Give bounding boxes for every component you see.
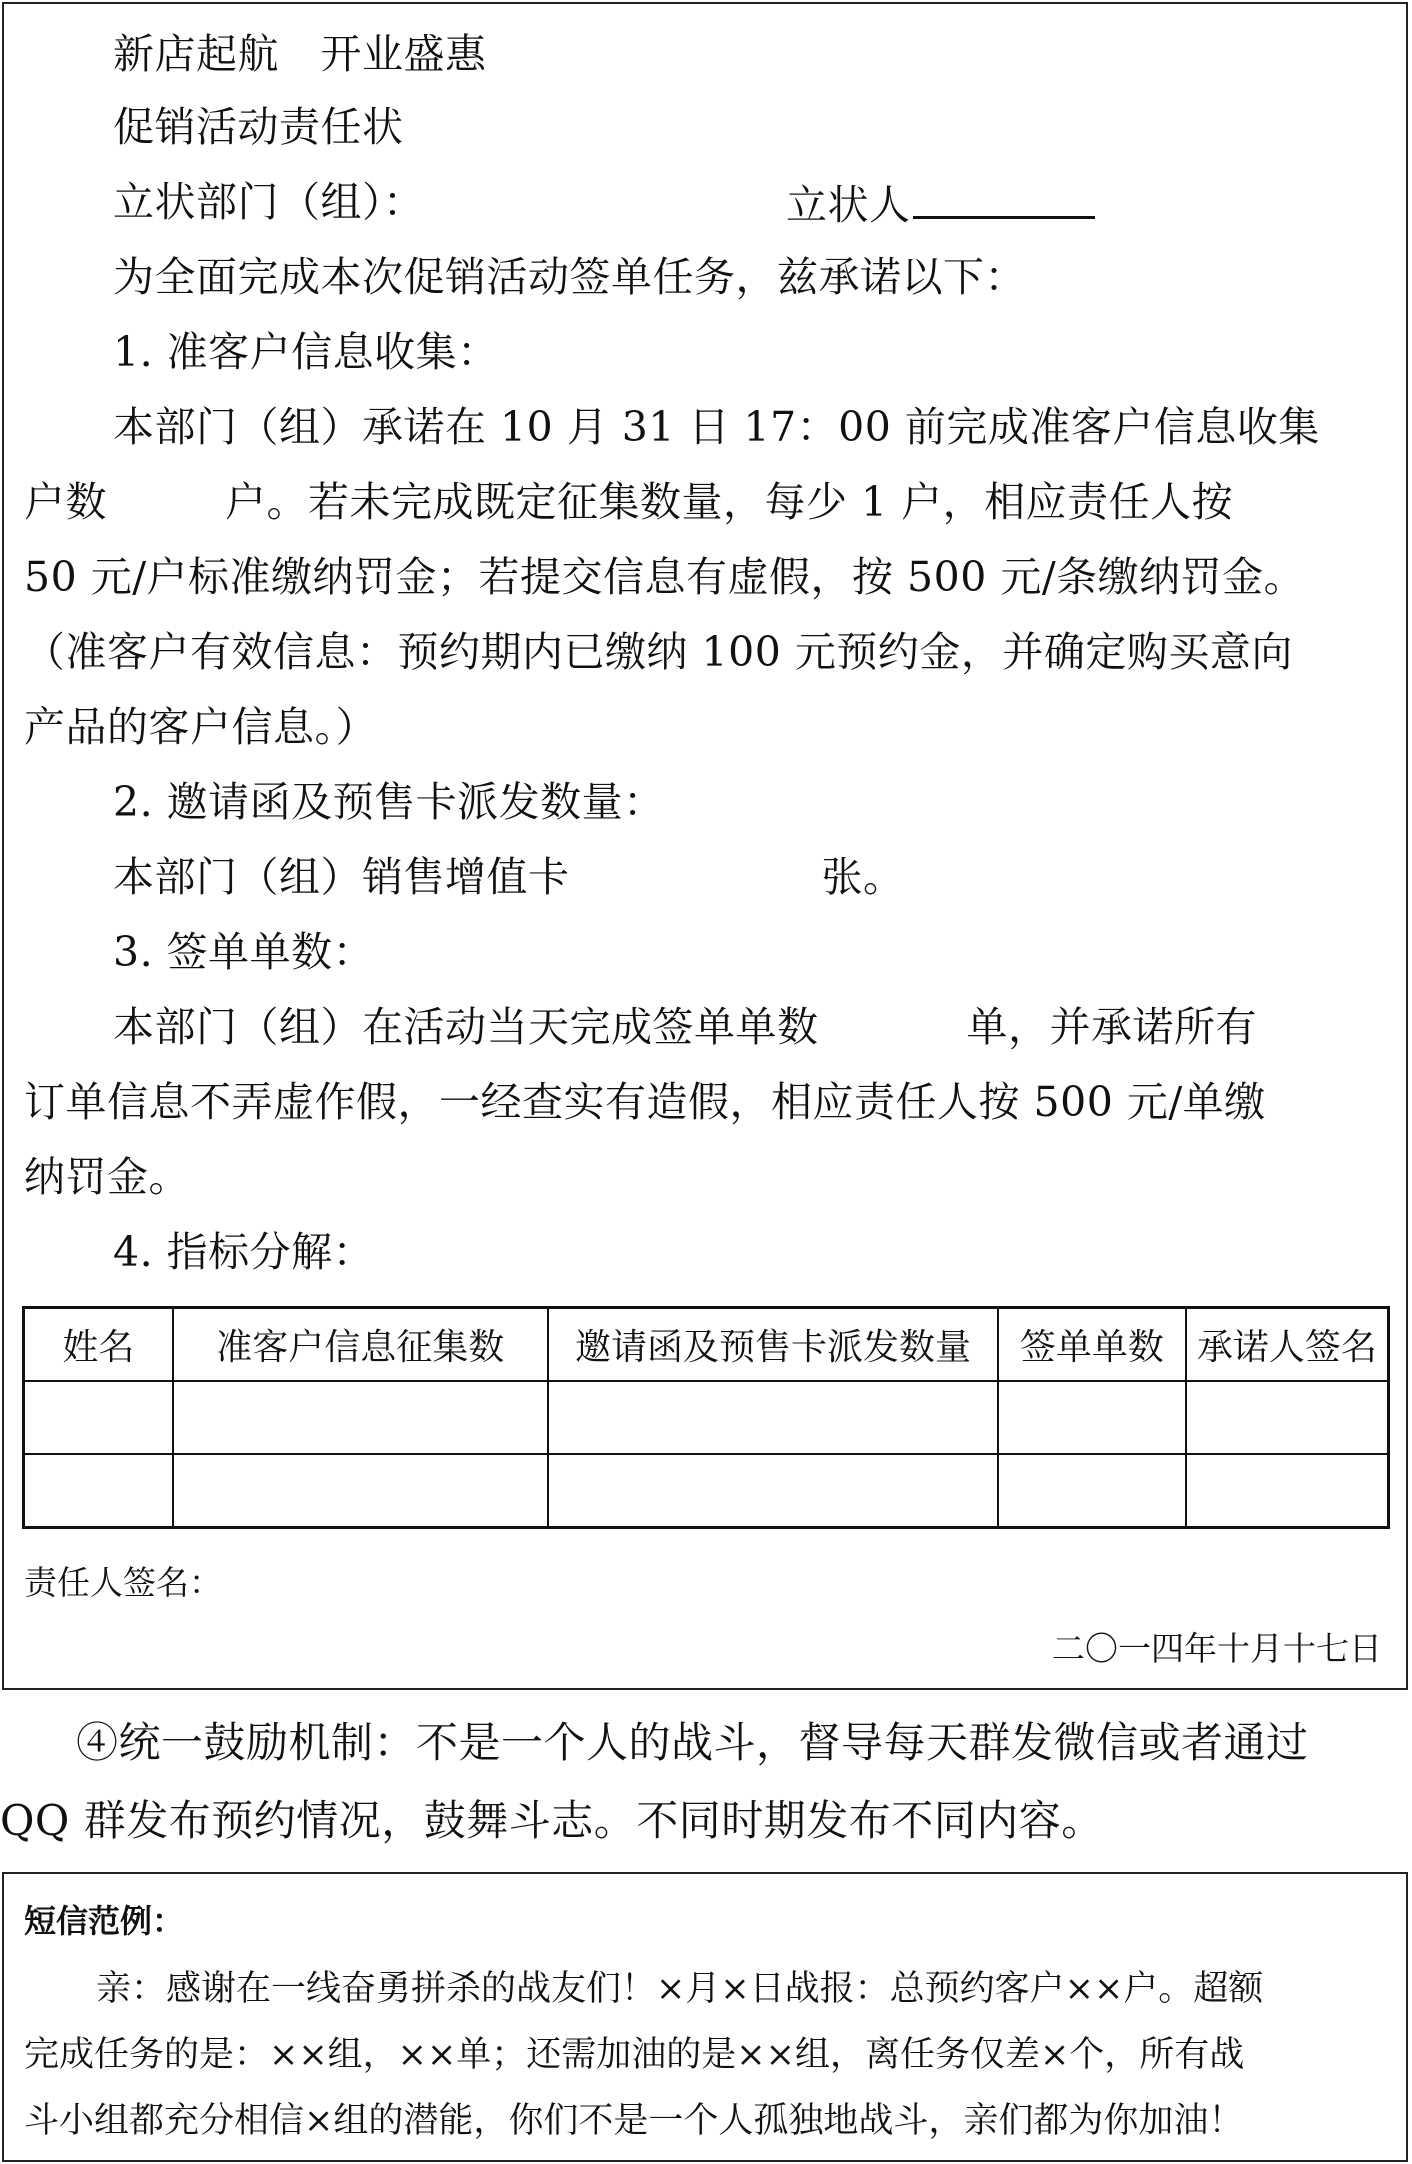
section-1-line-2-a: 户数 xyxy=(24,478,107,526)
section-1-line-5: 产品的客户信息。） xyxy=(24,703,377,751)
section-4-title: 4. 指标分解： xyxy=(113,1228,375,1276)
table-cell xyxy=(998,1381,1186,1454)
indicator-table xyxy=(22,1306,1390,1529)
sms-example-line-1: 亲：感谢在一线奋勇拼杀的战友们！×月×日战报：总预约客户××户。超额 xyxy=(96,1969,1264,2009)
section-3-line-1-b: 单，并承诺所有 xyxy=(966,1003,1257,1051)
header-name: 姓名 xyxy=(24,1308,173,1382)
intro-text: 为全面完成本次促销活动签单任务，兹承诺以下： xyxy=(113,253,1026,301)
section-1-line-2-b: 户。若未完成既定征集数量，每少 1 户，相应责任人按 xyxy=(225,478,1234,526)
sms-example-line-2: 完成任务的是：××组，××单；还需加油的是××组，离任务仅差×个，所有战 xyxy=(24,2035,1245,2075)
header-invitation-count: 邀请函及预售卡派发数量 xyxy=(548,1308,998,1382)
pledger-blank xyxy=(913,182,1095,219)
header-signed-orders: 签单单数 xyxy=(998,1308,1186,1382)
table-cell xyxy=(998,1454,1186,1528)
section-3-line-2: 订单信息不弄虚作假，一经查实有造假，相应责任人按 500 元/单缴 xyxy=(24,1078,1266,1126)
section-2-line-1-a: 本部门（组）销售增值卡 xyxy=(113,853,570,901)
table-cell xyxy=(173,1381,548,1454)
sms-example-title: 短信范例： xyxy=(24,1902,185,1940)
header-prospect-count: 准客户信息征集数 xyxy=(173,1308,548,1382)
heading-opening: 新店起航 开业盛惠 xyxy=(113,30,487,78)
table-cell xyxy=(24,1454,173,1528)
section-3-title: 3. 签单单数： xyxy=(113,928,375,976)
heading-pledge-title: 促销活动责任状 xyxy=(113,103,404,151)
pledger-label: 立状人 xyxy=(786,181,911,229)
sms-example-line-3: 斗小组都充分相信×组的潜能，你们不是一个人孤独地战斗，亲们都为你加油！ xyxy=(24,2101,1244,2141)
table-cell xyxy=(1186,1454,1389,1528)
section-3-line-1 xyxy=(113,1003,1257,1051)
responsible-signature-label: 责任人签名： xyxy=(24,1563,222,1602)
table-cell xyxy=(1186,1381,1389,1454)
header-signature: 承诺人签名 xyxy=(1186,1308,1389,1382)
section-2-title: 2. 邀请函及预售卡派发数量： xyxy=(113,778,665,826)
table-header-row xyxy=(24,1308,1389,1382)
pledger-field xyxy=(786,181,1095,229)
department-label: 立状部门（组）： xyxy=(113,178,425,226)
table-row xyxy=(24,1381,1389,1454)
section-1-line-3: 50 元/户标准缴纳罚金；若提交信息有虚假，按 500 元/条缴纳罚金。 xyxy=(24,553,1306,601)
table-cell xyxy=(173,1454,548,1528)
body-paragraph-line-2: QQ 群发布预约情况，鼓舞斗志。不同时期发布不同内容。 xyxy=(0,1796,1104,1845)
section-2-line-1-b: 张。 xyxy=(821,853,905,901)
document-date: 二〇一四年十月十七日 xyxy=(1052,1629,1382,1668)
section-1-title: 1. 准客户信息收集： xyxy=(113,328,499,376)
section-3-line-3: 纳罚金。 xyxy=(24,1153,190,1201)
section-1-line-4: （准客户有效信息：预约期内已缴纳 100 元预约金，并确定购买意向 xyxy=(24,628,1293,676)
table-row xyxy=(24,1454,1389,1528)
body-paragraph-line-1: ④统一鼓励机制：不是一个人的战斗，督导每天群发微信或者通过 xyxy=(76,1718,1309,1767)
table-cell xyxy=(548,1381,998,1454)
section-3-line-1-a: 本部门（组）在活动当天完成签单单数 xyxy=(113,1003,819,1051)
section-2-line-1 xyxy=(113,853,905,901)
section-1-line-1: 本部门（组）承诺在 10 月 31 日 17：00 前完成准客户信息收集 xyxy=(113,403,1320,451)
section-1-line-2 xyxy=(24,478,1234,526)
table-cell xyxy=(24,1381,173,1454)
table-cell xyxy=(548,1454,998,1528)
